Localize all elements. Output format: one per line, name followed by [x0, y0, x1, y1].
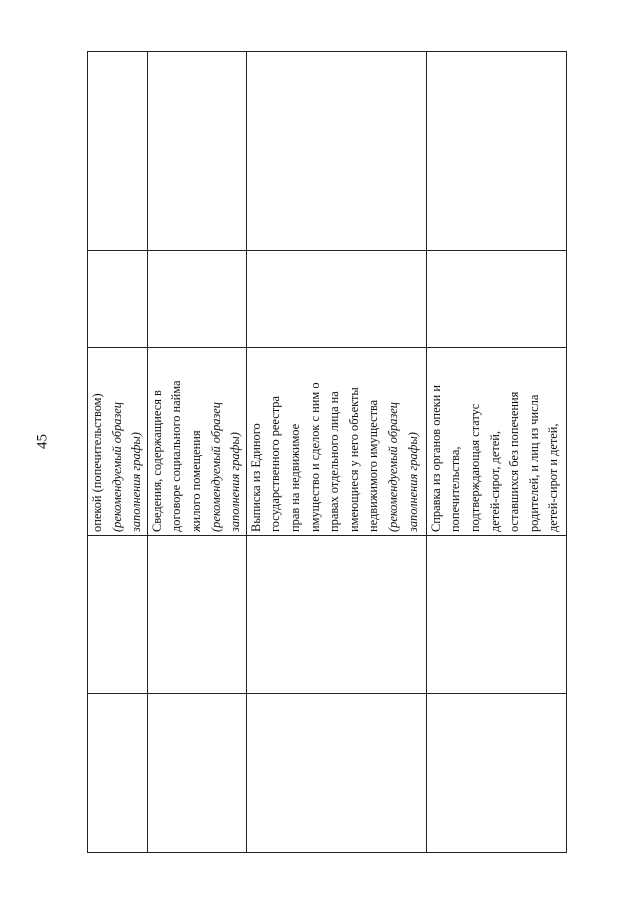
text-line: подтверждающая статус: [467, 403, 482, 532]
page-number: 45: [34, 434, 51, 449]
text-line: (рекомендуемый образец: [109, 402, 124, 532]
empty-cell: [246, 52, 426, 251]
empty-cell: [88, 536, 148, 694]
document-text: [427, 348, 564, 535]
text-line: Сведения, содержащиеся в: [149, 390, 164, 532]
empty-cell: [426, 536, 566, 694]
text-line: договоре социального найма: [169, 380, 184, 532]
text-line: имеющиеся у него объекты: [346, 387, 361, 532]
documents-table: [87, 51, 567, 853]
document-text: [148, 348, 246, 535]
text-line: детей-сирот и детей,: [546, 423, 561, 532]
text-line: имущество и сделок с ним о: [307, 382, 322, 532]
text-line: недвижимого имущества: [366, 399, 381, 532]
document-cell: [426, 348, 566, 536]
empty-cell: [147, 251, 246, 348]
empty-cell: [147, 536, 246, 694]
text-line: попечительства,: [448, 446, 463, 532]
empty-cell: [246, 536, 426, 694]
text-line: заполнения графы): [129, 432, 144, 532]
document-cell: [88, 348, 148, 536]
text-line: оставшихся без попечения: [507, 391, 522, 532]
text-line: правах отдельного лица на: [327, 391, 342, 532]
text-line: родителей, и лиц из числа: [526, 394, 541, 532]
text-line: заполнения графы): [228, 432, 243, 532]
table-row: [426, 52, 566, 853]
text-line: жилого помещения: [188, 430, 203, 532]
empty-cell: [426, 251, 566, 348]
text-line: (рекомендуемый образец: [385, 402, 400, 532]
table-row: [88, 52, 148, 853]
text-line: детей-сирот, детей,: [487, 431, 502, 532]
empty-cell: [426, 694, 566, 853]
document-text: [247, 348, 423, 535]
empty-cell: [246, 251, 426, 348]
empty-cell: [88, 52, 148, 251]
empty-cell: [88, 694, 148, 853]
empty-cell: [426, 52, 566, 251]
empty-cell: [147, 694, 246, 853]
text-line: Справка из органов опеки и: [428, 385, 443, 532]
text-line: опекой (попечительством): [90, 393, 104, 532]
text-line: Выписка из Единого: [248, 423, 263, 532]
text-line: прав на недвижимое: [287, 423, 302, 532]
text-line: (рекомендуемый образец: [208, 402, 223, 532]
empty-cell: [246, 694, 426, 853]
text-line: заполнения графы): [405, 432, 420, 532]
document-cell: [147, 348, 246, 536]
empty-cell: [88, 251, 148, 348]
document-text: [88, 348, 147, 535]
rotated-table-wrapper: [87, 52, 565, 853]
table-row: [246, 52, 426, 853]
text-line: государственного реестра: [268, 395, 283, 532]
empty-cell: [147, 52, 246, 251]
document-cell: [246, 348, 426, 536]
table-row: [147, 52, 246, 853]
